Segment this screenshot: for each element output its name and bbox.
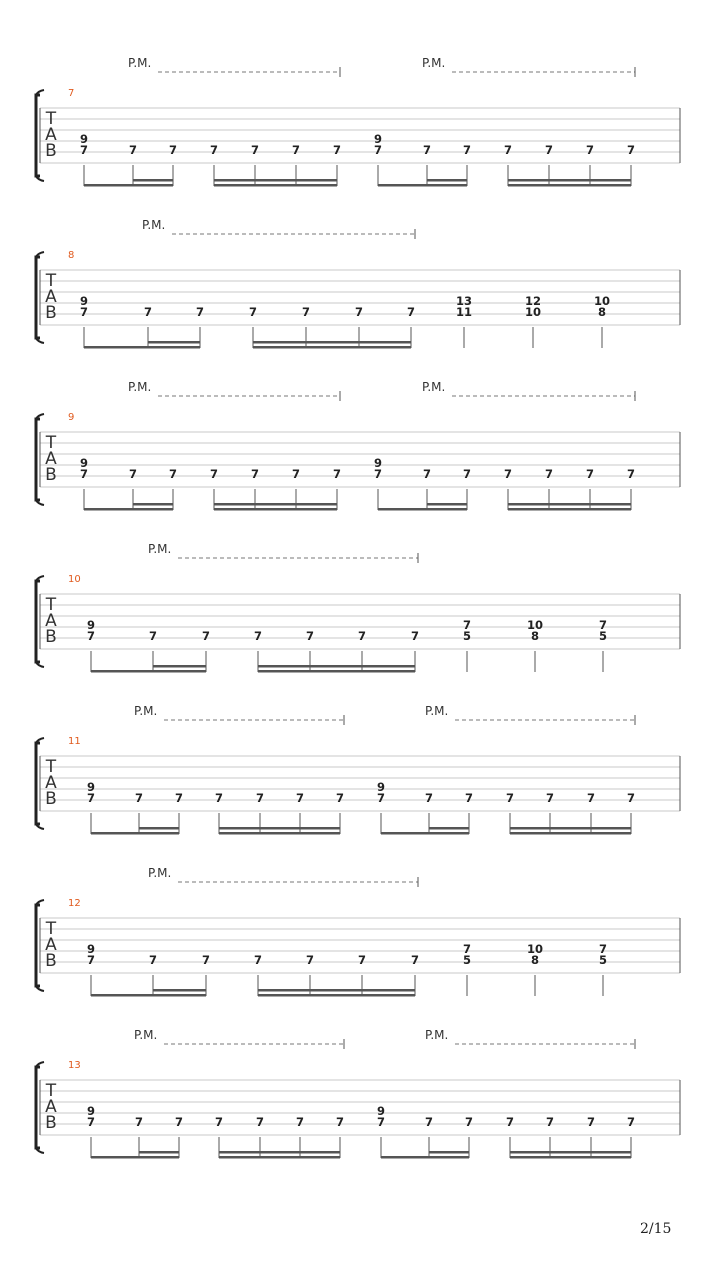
fret-number: 7 bbox=[585, 143, 595, 157]
fret-number: 7 bbox=[174, 791, 184, 805]
fret-number: 7 bbox=[503, 467, 513, 481]
measure-number: 7 bbox=[68, 88, 75, 99]
fret-number: 10 bbox=[593, 294, 611, 308]
fret-number: 7 bbox=[248, 305, 258, 319]
beam-secondary bbox=[153, 989, 206, 992]
measure-number: 8 bbox=[68, 250, 75, 261]
system-bracket bbox=[36, 905, 40, 986]
palm-mute-label: P.M. bbox=[422, 56, 446, 70]
palm-mute-label: P.M. bbox=[134, 1028, 158, 1042]
beam bbox=[214, 508, 337, 511]
fret-number: 7 bbox=[464, 1115, 474, 1129]
fret-number: 7 bbox=[505, 791, 515, 805]
fret-number: 7 bbox=[214, 1115, 224, 1129]
beam-secondary bbox=[139, 1151, 179, 1154]
beam-secondary bbox=[214, 179, 337, 182]
tab-clef-letter: A bbox=[45, 773, 57, 793]
palm-mute-label: P.M. bbox=[134, 704, 158, 718]
fret-number: 7 bbox=[464, 791, 474, 805]
fret-number: 7 bbox=[410, 953, 420, 967]
beam bbox=[378, 508, 467, 511]
fret-number: 7 bbox=[626, 791, 636, 805]
fret-number: 11 bbox=[455, 305, 473, 319]
beam bbox=[258, 994, 415, 997]
fret-number: 7 bbox=[168, 467, 178, 481]
beam-secondary bbox=[508, 179, 631, 182]
fret-number: 7 bbox=[422, 143, 432, 157]
fret-number: 7 bbox=[174, 1115, 184, 1129]
fret-number: 7 bbox=[424, 791, 434, 805]
fret-number: 7 bbox=[128, 467, 138, 481]
fret-number: 7 bbox=[148, 629, 158, 643]
fret-number: 7 bbox=[86, 1115, 96, 1129]
fret-number: 7 bbox=[376, 791, 386, 805]
fret-number: 9 bbox=[373, 132, 383, 146]
fret-number: 7 bbox=[545, 791, 555, 805]
fret-number: 9 bbox=[376, 780, 386, 794]
beam-secondary bbox=[219, 1151, 340, 1154]
tab-clef-letter: A bbox=[45, 1097, 57, 1117]
beam bbox=[219, 832, 340, 835]
fret-number: 7 bbox=[626, 143, 636, 157]
fret-number: 7 bbox=[586, 1115, 596, 1129]
fret-number: 7 bbox=[503, 143, 513, 157]
tab-clef-letter: B bbox=[45, 141, 57, 161]
tab-clef-letter: B bbox=[45, 627, 57, 647]
measure-number: 9 bbox=[68, 412, 75, 423]
fret-number: 7 bbox=[598, 942, 608, 956]
fret-number: 7 bbox=[250, 467, 260, 481]
fret-number: 7 bbox=[143, 305, 153, 319]
fret-number: 7 bbox=[201, 629, 211, 643]
system-bracket bbox=[36, 1067, 40, 1148]
fret-number: 7 bbox=[253, 953, 263, 967]
fret-number: 7 bbox=[305, 953, 315, 967]
measure-number: 11 bbox=[68, 736, 81, 747]
tab-clef-letter: B bbox=[45, 465, 57, 485]
page-number: 2/15 bbox=[640, 1221, 672, 1237]
beam bbox=[84, 508, 173, 511]
tab-system bbox=[36, 380, 680, 511]
beam bbox=[253, 346, 411, 349]
system-bracket bbox=[36, 257, 40, 338]
tab-clef-letter: T bbox=[45, 109, 57, 129]
beam bbox=[214, 184, 337, 187]
beam bbox=[508, 508, 631, 511]
fret-number: 7 bbox=[357, 953, 367, 967]
fret-number: 7 bbox=[544, 143, 554, 157]
fret-number: 7 bbox=[424, 1115, 434, 1129]
beam bbox=[91, 1156, 179, 1159]
fret-number: 7 bbox=[253, 629, 263, 643]
tab-clef-letter: A bbox=[45, 611, 57, 631]
fret-number: 7 bbox=[79, 305, 89, 319]
fret-number: 7 bbox=[209, 467, 219, 481]
tab-clef-letter: A bbox=[45, 935, 57, 955]
beam-secondary bbox=[214, 503, 337, 506]
fret-number: 7 bbox=[168, 143, 178, 157]
tab-clef-letter: B bbox=[45, 1113, 57, 1133]
beam-secondary bbox=[510, 1151, 631, 1154]
tab-clef-letter: T bbox=[45, 757, 57, 777]
system-bracket bbox=[36, 581, 40, 662]
beam-secondary bbox=[139, 827, 179, 830]
fret-number: 7 bbox=[335, 1115, 345, 1129]
fret-number: 7 bbox=[291, 143, 301, 157]
fret-number: 7 bbox=[255, 1115, 265, 1129]
fret-number: 7 bbox=[134, 1115, 144, 1129]
tab-clef-letter: T bbox=[45, 595, 57, 615]
tab-clef-letter: A bbox=[45, 287, 57, 307]
system-bracket bbox=[36, 95, 40, 176]
tab-clef-letter: A bbox=[45, 449, 57, 469]
fret-number: 5 bbox=[462, 953, 472, 967]
fret-number: 7 bbox=[357, 629, 367, 643]
beam-secondary bbox=[133, 503, 173, 506]
tab-clef-letter: B bbox=[45, 303, 57, 323]
tab-system bbox=[36, 56, 680, 187]
fret-number: 7 bbox=[373, 467, 383, 481]
palm-mute-label: P.M. bbox=[148, 542, 172, 556]
fret-number: 7 bbox=[373, 143, 383, 157]
tab-system bbox=[36, 704, 680, 835]
fret-number: 7 bbox=[332, 143, 342, 157]
system-bracket bbox=[36, 419, 40, 500]
fret-number: 10 bbox=[526, 942, 544, 956]
tab-system bbox=[36, 542, 680, 673]
fret-number: 7 bbox=[376, 1115, 386, 1129]
tab-clef-letter: B bbox=[45, 789, 57, 809]
tab-system bbox=[36, 866, 680, 997]
beam bbox=[381, 1156, 469, 1159]
fret-number: 7 bbox=[585, 467, 595, 481]
fret-number: 9 bbox=[86, 1104, 96, 1118]
fret-number: 7 bbox=[201, 953, 211, 967]
fret-number: 8 bbox=[530, 953, 540, 967]
beam bbox=[510, 1156, 631, 1159]
fret-number: 7 bbox=[291, 467, 301, 481]
fret-number: 7 bbox=[295, 1115, 305, 1129]
palm-mute-label: P.M. bbox=[425, 1028, 449, 1042]
fret-number: 7 bbox=[462, 618, 472, 632]
fret-number: 7 bbox=[301, 305, 311, 319]
beam-secondary bbox=[258, 989, 415, 992]
fret-number: 7 bbox=[79, 143, 89, 157]
beam-secondary bbox=[508, 503, 631, 506]
fret-number: 7 bbox=[406, 305, 416, 319]
fret-number: 7 bbox=[195, 305, 205, 319]
fret-number: 5 bbox=[598, 953, 608, 967]
fret-number: 9 bbox=[79, 132, 89, 146]
beam-secondary bbox=[510, 827, 631, 830]
fret-number: 7 bbox=[598, 618, 608, 632]
fret-number: 7 bbox=[332, 467, 342, 481]
fret-number: 12 bbox=[524, 294, 542, 308]
fret-number: 7 bbox=[422, 467, 432, 481]
fret-number: 9 bbox=[79, 456, 89, 470]
beam-secondary bbox=[148, 341, 200, 344]
tab-clef-letter: B bbox=[45, 951, 57, 971]
fret-number: 9 bbox=[376, 1104, 386, 1118]
fret-number: 7 bbox=[354, 305, 364, 319]
fret-number: 7 bbox=[335, 791, 345, 805]
fret-number: 7 bbox=[586, 791, 596, 805]
fret-number: 7 bbox=[209, 143, 219, 157]
fret-number: 13 bbox=[455, 294, 473, 308]
fret-number: 7 bbox=[410, 629, 420, 643]
tab-clef-letter: T bbox=[45, 433, 57, 453]
fret-number: 7 bbox=[305, 629, 315, 643]
fret-number: 9 bbox=[86, 942, 96, 956]
beam bbox=[219, 1156, 340, 1159]
beam-secondary bbox=[429, 827, 469, 830]
beam bbox=[258, 670, 415, 673]
fret-number: 7 bbox=[545, 1115, 555, 1129]
measure-number: 13 bbox=[68, 1060, 81, 1071]
beam-secondary bbox=[427, 503, 467, 506]
palm-mute-label: P.M. bbox=[128, 56, 152, 70]
fret-number: 7 bbox=[626, 1115, 636, 1129]
beam-secondary bbox=[253, 341, 411, 344]
beam-secondary bbox=[427, 179, 467, 182]
palm-mute-label: P.M. bbox=[128, 380, 152, 394]
beam bbox=[508, 184, 631, 187]
beam bbox=[91, 832, 179, 835]
fret-number: 8 bbox=[530, 629, 540, 643]
beam-secondary bbox=[153, 665, 206, 668]
fret-number: 8 bbox=[597, 305, 607, 319]
fret-number: 7 bbox=[86, 953, 96, 967]
fret-number: 7 bbox=[255, 791, 265, 805]
tab-system bbox=[36, 218, 680, 349]
beam-secondary bbox=[258, 665, 415, 668]
fret-number: 7 bbox=[214, 791, 224, 805]
fret-number: 10 bbox=[526, 618, 544, 632]
fret-number: 9 bbox=[86, 618, 96, 632]
fret-number: 7 bbox=[79, 467, 89, 481]
tab-clef-letter: T bbox=[45, 919, 57, 939]
fret-number: 7 bbox=[544, 467, 554, 481]
beam bbox=[91, 994, 206, 997]
palm-mute-label: P.M. bbox=[425, 704, 449, 718]
beam bbox=[84, 346, 200, 349]
beam-secondary bbox=[429, 1151, 469, 1154]
fret-number: 7 bbox=[462, 467, 472, 481]
palm-mute-label: P.M. bbox=[148, 866, 172, 880]
fret-number: 7 bbox=[128, 143, 138, 157]
beam bbox=[510, 832, 631, 835]
measure-number: 12 bbox=[68, 898, 81, 909]
beam bbox=[378, 184, 467, 187]
fret-number: 7 bbox=[86, 629, 96, 643]
beam bbox=[91, 670, 206, 673]
beam bbox=[381, 832, 469, 835]
fret-number: 7 bbox=[462, 143, 472, 157]
beam-secondary bbox=[133, 179, 173, 182]
tab-clef-letter: A bbox=[45, 125, 57, 145]
beam-secondary bbox=[219, 827, 340, 830]
fret-number: 7 bbox=[148, 953, 158, 967]
fret-number: 5 bbox=[598, 629, 608, 643]
beam bbox=[84, 184, 173, 187]
fret-number: 7 bbox=[295, 791, 305, 805]
fret-number: 7 bbox=[462, 942, 472, 956]
palm-mute-label: P.M. bbox=[142, 218, 166, 232]
fret-number: 9 bbox=[79, 294, 89, 308]
fret-number: 9 bbox=[373, 456, 383, 470]
system-bracket bbox=[36, 743, 40, 824]
fret-number: 5 bbox=[462, 629, 472, 643]
measure-number: 10 bbox=[68, 574, 81, 585]
fret-number: 7 bbox=[134, 791, 144, 805]
fret-number: 7 bbox=[626, 467, 636, 481]
tab-clef-letter: T bbox=[45, 271, 57, 291]
fret-number: 10 bbox=[524, 305, 542, 319]
fret-number: 7 bbox=[86, 791, 96, 805]
fret-number: 7 bbox=[250, 143, 260, 157]
fret-number: 9 bbox=[86, 780, 96, 794]
tab-system bbox=[36, 1028, 680, 1159]
tab-clef-letter: T bbox=[45, 1081, 57, 1101]
fret-number: 7 bbox=[505, 1115, 515, 1129]
palm-mute-label: P.M. bbox=[422, 380, 446, 394]
